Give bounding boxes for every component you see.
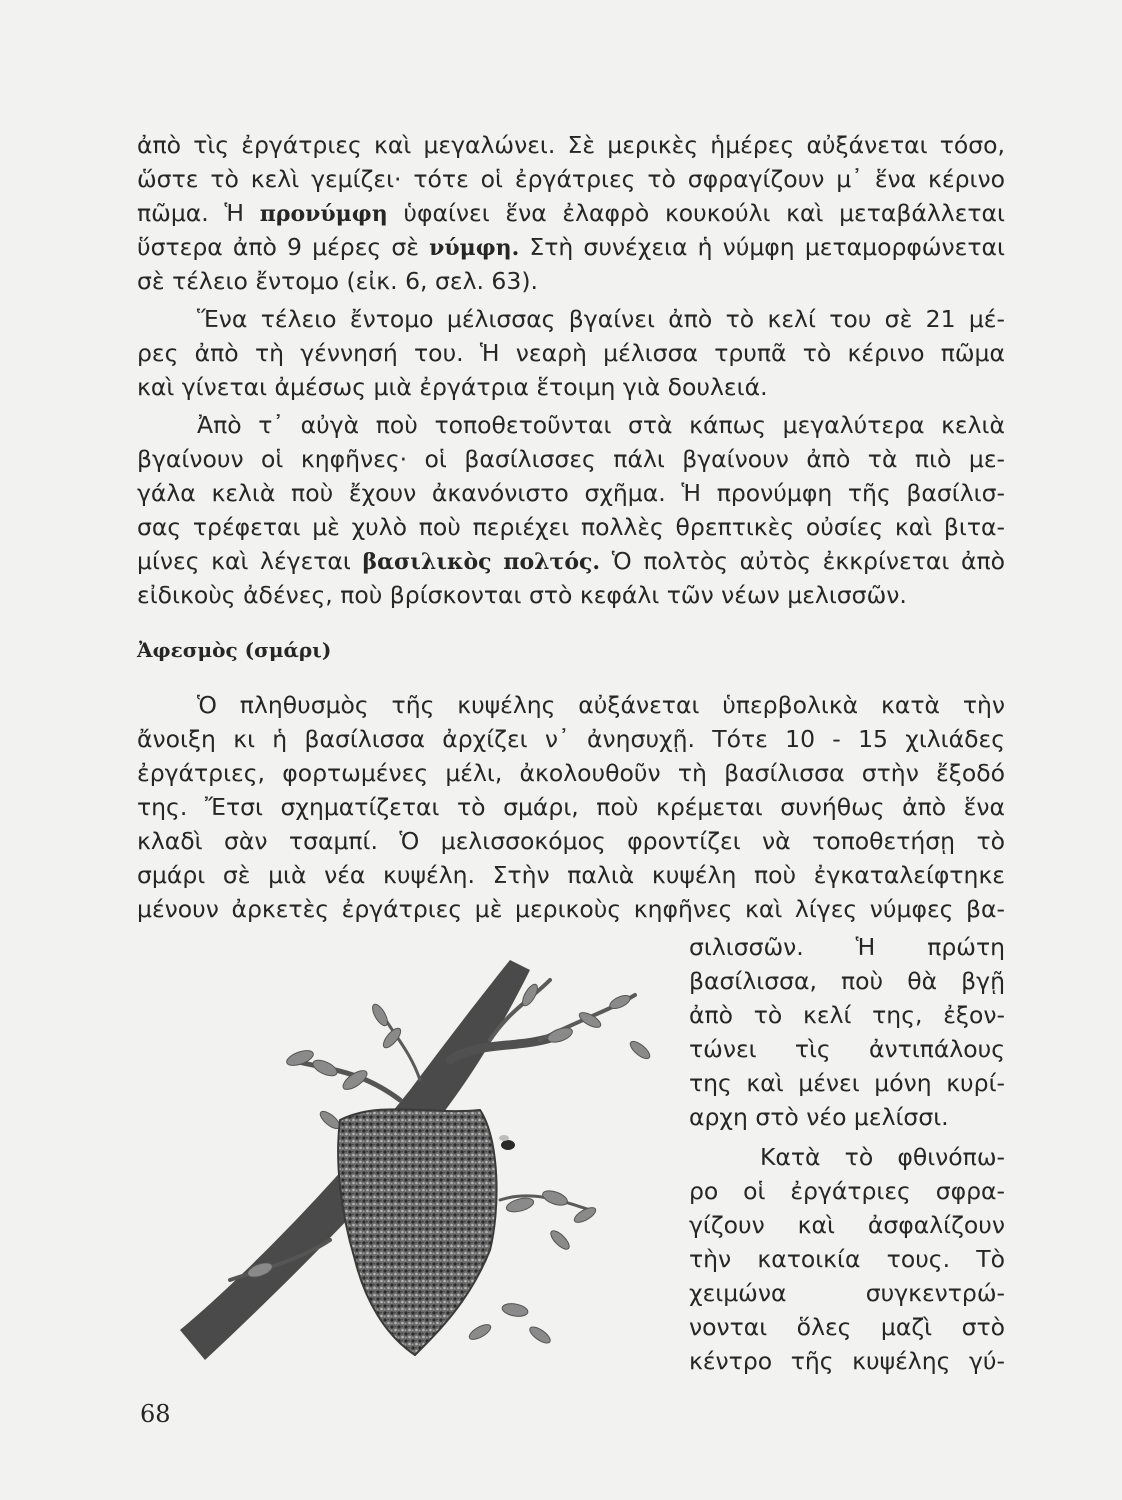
page-number: 68 <box>140 1400 171 1428</box>
bold-term: νύμφη. <box>429 235 520 261</box>
text-line: σιλισσῶν. Ἡ πρώτη <box>689 933 1005 961</box>
text-line: σμάρι σὲ μιὰ νέα κυψέλη. Στὴν παλιὰ κυψέλη ποὺ ἐγκαταλείφτηκε <box>137 861 1005 889</box>
text-line: χειμώνα συγκεντρώ- <box>689 1279 1005 1307</box>
text-line: κλαδὶ σὰν τσαμπί. Ὁ μελισσοκόμος φροντίζει νὰ τοποθετήσῃ τὸ <box>137 827 1005 855</box>
text-line: ρες ἀπὸ τὴ γέννησή του. Ἡ νεαρὴ μέλισσα τρυπᾶ τὸ κέρινο πῶμα <box>137 339 1005 367</box>
text-line: πῶμα. Ἡ προνύμφη ὑφαίνει ἕνα ἐλαφρὸ κουκούλι καὶ μεταβάλλεται <box>137 199 1005 227</box>
text-line: ἐργάτριες, φορτωμένες μέλι, ἀκολουθοῦν τὴ βασίλισσα στὴν ἔξοδό <box>137 759 1005 787</box>
text-line: βγαίνουν οἱ κηφῆνες· οἱ βασίλισσες πάλι βγαίνουν ἀπὸ τὰ πιὸ με- <box>137 445 1005 473</box>
text-line: κέντρο τῆς κυψέλης γύ- <box>689 1347 1005 1375</box>
text-line: εἰδικοὺς ἀδένες, ποὺ βρίσκονται στὸ κεφάλι τῶν νέων μελισσῶν. <box>137 581 907 609</box>
text-line: νονται ὅλες μαζὶ στὸ <box>689 1313 1005 1341</box>
text-line: μίνες καὶ λέγεται βασιλικὸς πολτός. Ὁ πολτὸς αὐτὸς ἐκκρίνεται ἀπὸ <box>137 547 1005 575</box>
section-heading: Ἀφεσμὸς (σμάρι) <box>137 638 332 662</box>
text-line: Ἀπὸ τ᾿ αὐγὰ ποὺ τοποθετοῦνται στὰ κάπως μεγαλύτερα κελιὰ <box>197 411 1005 439</box>
bold-term: προνύμφη <box>259 201 388 227</box>
text-line: Ὁ πληθυσμὸς τῆς κυψέλης αὐξάνεται ὑπερβολικὰ κατὰ τὴν <box>197 691 1005 719</box>
text-line: ὥστε τὸ κελὶ γεμίζει· τότε οἱ ἐργάτριες τὸ σφραγίζουν μ᾿ ἕνα κέρινο <box>137 165 1005 193</box>
text-line: σας τρέφεται μὲ χυλὸ ποὺ περιέχει πολλὲς θρεπτικὲς οὐσίες καὶ βιτα- <box>137 513 1005 541</box>
text-line: της. Ἔτσι σχηματίζεται τὸ σμάρι, ποὺ κρέμεται συνήθως ἀπὸ ἕνα <box>137 793 1005 821</box>
text-line: σὲ τέλειο ἔντομο (εἰκ. 6, σελ. 63). <box>137 267 538 295</box>
text-line: ὕστερα ἀπὸ 9 μέρες σὲ νύμφη. Στὴ συνέχεια ἡ νύμφη μεταμορφώνεται <box>137 233 1005 261</box>
text-line: μένουν ἀρκετὲς ἐργάτριες μὲ μερικοὺς κηφῆνες καὶ λίγες νύμφες βα- <box>137 895 1005 923</box>
text-line: Κατὰ τὸ φθινόπω- <box>760 1143 1005 1171</box>
bee-swarm <box>338 1109 496 1355</box>
text-line: ἀπὸ τὸ κελί της, ἐξον- <box>689 1001 1005 1029</box>
text-line: γίζουν καὶ ἀσφαλίζουν <box>689 1211 1005 1239</box>
bold-term: βασιλικὸς πολτός. <box>362 549 601 575</box>
text-line: τὴν κατοικία τους. Τὸ <box>689 1245 1005 1273</box>
text-line: καὶ γίνεται ἀμέσως μιὰ ἐργάτρια ἕτοιμη γιὰ δουλειά. <box>137 373 768 401</box>
text-line: ρο οἱ ἐργάτριες σφρα- <box>689 1177 1005 1205</box>
text-line: ἄνοιξη κι ἡ βασίλισσα ἀρχίζει ν᾿ ἀνησυχῇ. Τότε 10 - 15 χιλιάδες <box>137 725 1005 753</box>
text-line: γάλα κελιὰ ποὺ ἔχουν ἀκανόνιστο σχῆμα. Ἡ προνύμφη τῆς βασίλισ- <box>137 479 1005 507</box>
text-line: τώνει τὶς ἀντιπάλους <box>689 1035 1005 1063</box>
text-line: ἀπὸ τὶς ἐργάτριες καὶ μεγαλώνει. Σὲ μερικὲς ἡμέρες αὐξάνεται τόσο, <box>137 131 1005 159</box>
text-line: αρχη στὸ νέο μελίσσι. <box>689 1103 949 1131</box>
text-line: βασίλισσα, ποὺ θὰ βγῇ <box>689 967 1005 995</box>
text-line: Ἕνα τέλειο ἔντομο μέλισσας βγαίνει ἀπὸ τὸ κελί του σὲ 21 μέ- <box>197 305 1005 333</box>
text-line: της καὶ μένει μόνη κυρί- <box>689 1069 1005 1097</box>
swarm-on-branch-illustration <box>180 940 660 1400</box>
bee-icon <box>499 1135 515 1150</box>
